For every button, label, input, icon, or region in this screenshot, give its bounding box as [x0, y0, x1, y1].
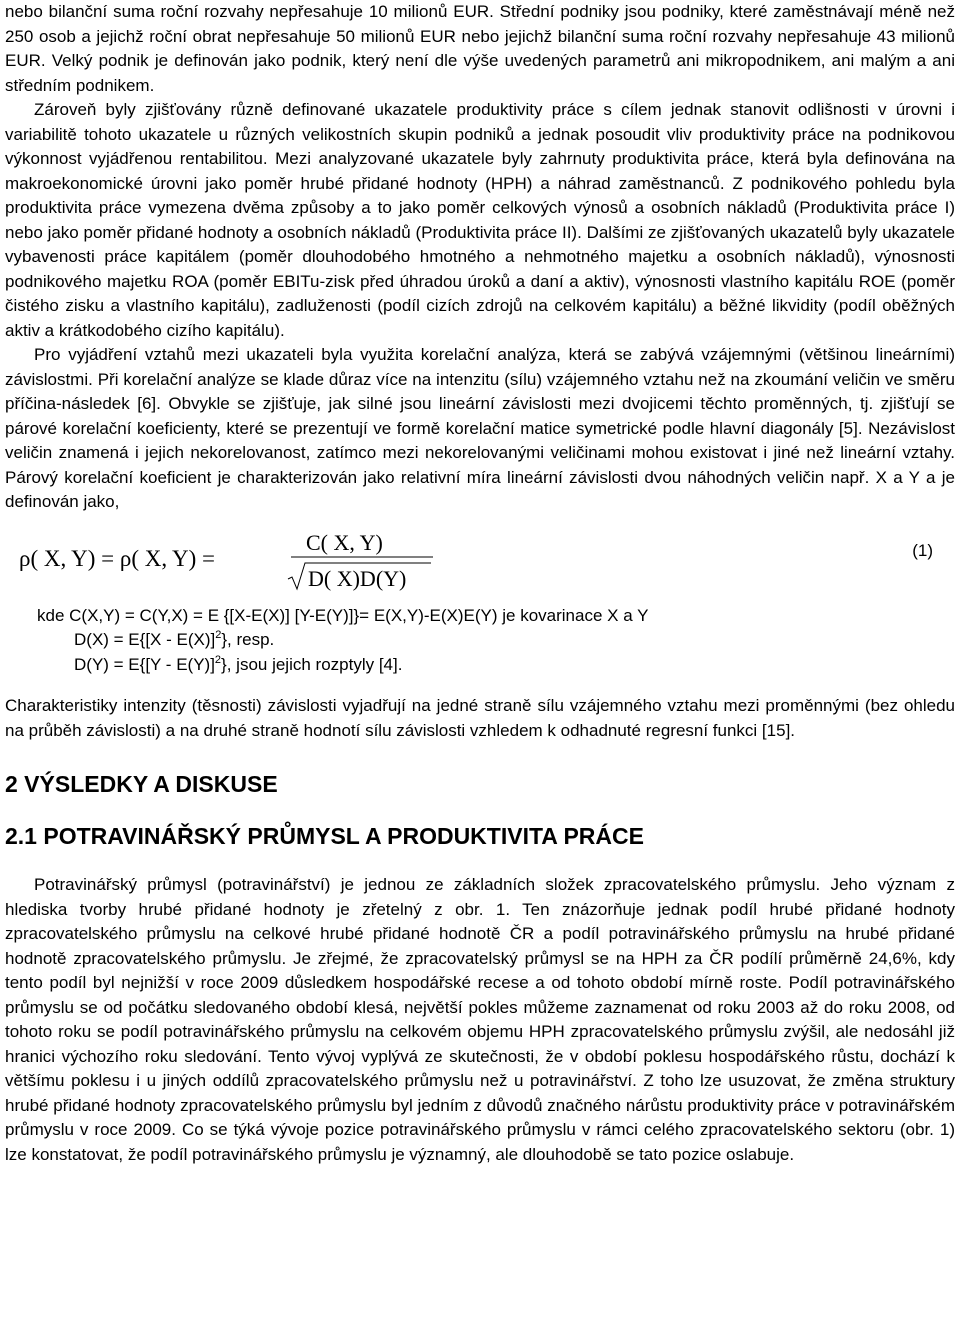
paragraph-intensity-characteristics: Charakteristiky intenzity (těsnosti) závislosti vyjadřují na jedné straně sílu vzájemného vztahu mezi proměnnými (bez ohledu na průběh závislosti) a na druhé straně hodnotí sílu závislosti vzhledem k odhadnuté regresní funkci [15].: [5, 696, 955, 740]
subsection-heading: 2.1 POTRAVINÁŘSKÝ PRŮMYSL A PRODUKTIVITA PRÁCE: [5, 823, 644, 849]
equation-denominator: D( X)D(Y): [308, 565, 407, 591]
equation-number: (1): [912, 540, 933, 560]
definition-variance-y-tail: }, jsou jejich rozptyly [4].: [221, 654, 403, 674]
paragraph-food-industry: Potravinářský průmysl (potravinářství) je jednou ze základních složek zpracovatelského průmyslu. Jeho význam z hlediska tvorby hrubé přidané hodnoty je zřetelný z obr. 1. Ten znázorňuje jednak podíl hrubé přidané hodnoty zpracovatelského průmyslu na celkové hrubé přidané hodnotě ČR a podíl potravinářského průmyslu na hrubé přidané hodnotě zpracovatelského průmyslu. Je zřejmé, že zpracovatelský průmysl se na HPH za ČR podílí průměrně 24,6%, kdy tento podíl byl nejnižší v roce 2009 důsledkem hospodářské recese a od tohoto období mírně roste. Podíl potravinářského průmyslu se od počátku sledovaného období klesá, největší pokles můžeme zaznamenat od roku 2003 až do roku 2008, od tohoto roku se podíl potravinářského průmyslu na celkovém objemu HPH zpracovatelského průmyslu zvýšil, ale nedosáhl již hranici výchozího roku sledování. Tento vývoj vyplývá ze skutečnosti, že v období poklesu hospodářského růstu, dochází k většímu poklesu i u jiných oddílů zpracovatelského průmyslu než u potravinářství. Z toho lze usuzovat, že změna struktury hrubé přidané hodnoty zpracovatelského průmyslu byl jedním z důvodů značného nárůstu produktivity práce v potravinářském průmyslu v roce 2009. Co se týká vývoje pozice potravinářského průmyslu v rámci celého zpracovatelského sektoru (obr. 1) lze konstatovat, že podíl potravinářského průmyslu je významný, ale dlouhodobě se tato pozice oslabuje.: [5, 875, 955, 1164]
definition-covariance: kde C(X,Y) = C(Y,X) = E {[X-E(X)] [Y-E(Y)]}= E(X,Y)-E(X)E(Y) je kovarinace X a Y: [37, 605, 649, 625]
paragraph-correlation-analysis: Pro vyjádření vztahů mezi ukazateli byla využita korelační analýza, která se zabývá vzájemnými (většinou lineárními) závislostmi. Při korelační analýze se klade důraz více na intenzitu (sílu) vzájemného vztahu než na zkoumání veličin ve směru příčina-následek [6]. Obvykle se zjišťuje, jak silné jsou lineární závislosti mezi dvojicemi těchto proměnných, tj. zjišťují se párové korelační koeficienty, které se prezentují ve formě korelační matice symetrické podle hlavní diagonály [5]. Nezávislost veličin znamená i jejich nekorelovanost, zatímco mezi nekorelovanými veličinami mohou existovat i jiné než lineární vztahy. Párový korelační koeficient je charakterizován jako relativní míra lineární závislosti dvou náhodných veličin např. X a Y a je definován jako,: [5, 345, 955, 511]
exponent: 2: [215, 629, 222, 641]
equation-formula: [5, 519, 705, 595]
definition-variance-y-text: D(Y) = E{[Y - E(Y)]: [74, 654, 215, 674]
equation-lhs: ρ( X, Y) = ρ( X, Y) =: [19, 545, 216, 571]
definition-variance-x: [37, 628, 955, 653]
section-heading: 2 VÝSLEDKY A DISKUSE: [5, 771, 278, 797]
exponent: 2: [214, 653, 222, 666]
paragraph-productivity-indicators: Zároveň byly zjišťovány různě definované ukazatele produktivity práce s cílem jednak stanovit odlišnosti v úrovni i variabilitě tohoto ukazatele u různých velikostních skupin podniků a jednak posoudit vliv produktivity práce na podnikovou výkonnost vyjádřenou rentabilitou. Mezi analyzované ukazatele byly zahrnuty produktivita práce, která byla definována na makroekonomické úrovni jako poměr hrubé přidané hodnoty (HPH) a náhrad zaměstnanců. Z podnikového pohledu byla produktivita práce vymezena dvěma způsoby a to jako poměr celkových výnosů a osobních nákladů (Produktivita práce I) nebo jako poměr přidané hodnoty a osobních nákladů (Produktivita práce II). Dalšími ze zjišťovaných ukazatelů byly ukazatele vybavenosti práce kapitálem (poměr dlouhodobého hmotného a nehmotného majetku a osobních nákladů), výnosnosti podnikového majetku ROA (poměr EBITu-zisk před úhradou úroků a daní a aktiv), výnosnosti vlastního kapitálu ROE (poměr čistého zisku a vlastního kapitálu), zadluženosti (podíl cizích zdrojů na celkovém kapitálu) a běžné likvidity (podíl oběžných aktiv a krátkodobého cizího kapitálu).: [5, 100, 955, 340]
definition-variance-x-text: D(X) = E{[X - E(X)]: [74, 630, 216, 649]
equation-correlation-coefficient: [5, 519, 955, 595]
equation-numerator: C( X, Y): [306, 529, 383, 555]
definition-variance-x-tail: }, resp.: [221, 630, 275, 649]
definition-variance-y: [37, 653, 955, 678]
equation-definitions: [5, 604, 955, 678]
paragraph-enterprise-size: nebo bilanční suma roční rozvahy nepřesahuje 10 milionů EUR. Střední podniky jsou podniky, které zaměstnávají méně než 250 osob a jejichž roční obrat nepřesahuje 50 milionů EUR nebo jejichž bilanční suma roční rozvahy nepřesahuje 43 milionů EUR. Velký podnik je definován jako podnik, který není dle výše uvedených parametrů ani mikropodnikem, ani malým a ani středním podnikem.: [5, 2, 955, 95]
